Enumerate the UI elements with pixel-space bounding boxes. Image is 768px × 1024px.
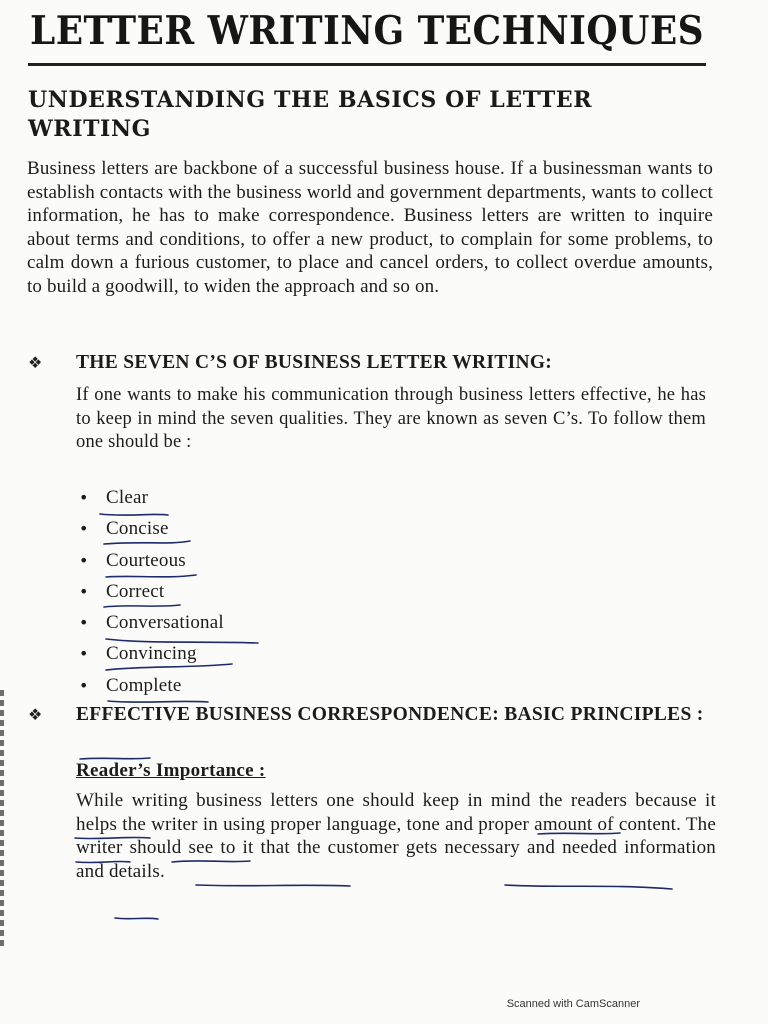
bullet-dot-icon: • [79,675,89,695]
diamond-bullet-icon: ❖ [28,705,43,724]
list-item [76,484,224,515]
list-item-label: Courteous [106,549,186,571]
bullet-dot-icon: • [79,613,89,633]
list-item [76,640,224,671]
list-item-label: Convincing [106,643,197,665]
list-item-label: Conversational [106,612,224,634]
page-title: LETTER WRITING TECHNIQUES [30,8,705,54]
list-item [76,515,224,546]
section-title: UNDERSTANDING THE BASICS OF LETTER WRITING [28,87,593,142]
pen-underline [505,885,672,889]
seven-cs-heading: THE SEVEN C’S OF BUSINESS LETTER WRITING: [76,352,553,373]
readers-importance-paragraph: While writing business letters one should keep in mind the readers because it helps the writer in using proper language, tone and proper amount of content. The writer should see to it that the customer gets necessary and needed information and details. [76,790,716,882]
list-item-label: Correct [106,580,165,602]
scan-edge-artifact [0,690,4,950]
pen-underline [80,758,150,759]
list-item [76,609,224,640]
bullet-dot-icon: • [79,644,89,664]
title-underline [28,63,706,66]
bullet-dot-icon: • [79,488,89,507]
list-item [76,547,224,578]
pen-underline [115,918,158,919]
correspondence-heading: EFFECTIVE BUSINESS CORRESPONDENCE: BASIC PRINCIPLES : [76,704,704,725]
seven-cs-list [76,484,224,703]
list-item [76,578,224,609]
diamond-bullet-icon: ❖ [28,353,43,372]
scanner-watermark: Scanned with CamScanner [506,998,640,1010]
bullet-dot-icon: • [79,581,89,601]
list-item [76,672,224,703]
list-item-label: Clear [106,487,149,508]
intro-paragraph: Business letters are backbone of a successful business house. If a businessman wants to establish contacts with the business world and government departments, wants to collect information, he has to make correspondence. Business letters are written to inquire about terms and conditions, to offer a new product, to complain for some problems, to calm down a furious customer, to place and cancel orders, to collect overdue amounts, to build a goodwill, to widen the approach and so on. [27,158,713,297]
bullet-dot-icon: • [79,519,89,539]
pen-underline [196,885,350,886]
list-item-label: Complete [106,674,182,696]
seven-cs-paragraph: If one wants to make his communication through business letters effective, he has to keep in mind the seven qualities. They are known as seven C’s. To follow them one should be : [76,385,706,452]
bullet-dot-icon: • [79,550,89,570]
readers-importance-subheading: Reader’s Importance : [76,760,266,781]
list-item-label: Concise [106,518,169,540]
